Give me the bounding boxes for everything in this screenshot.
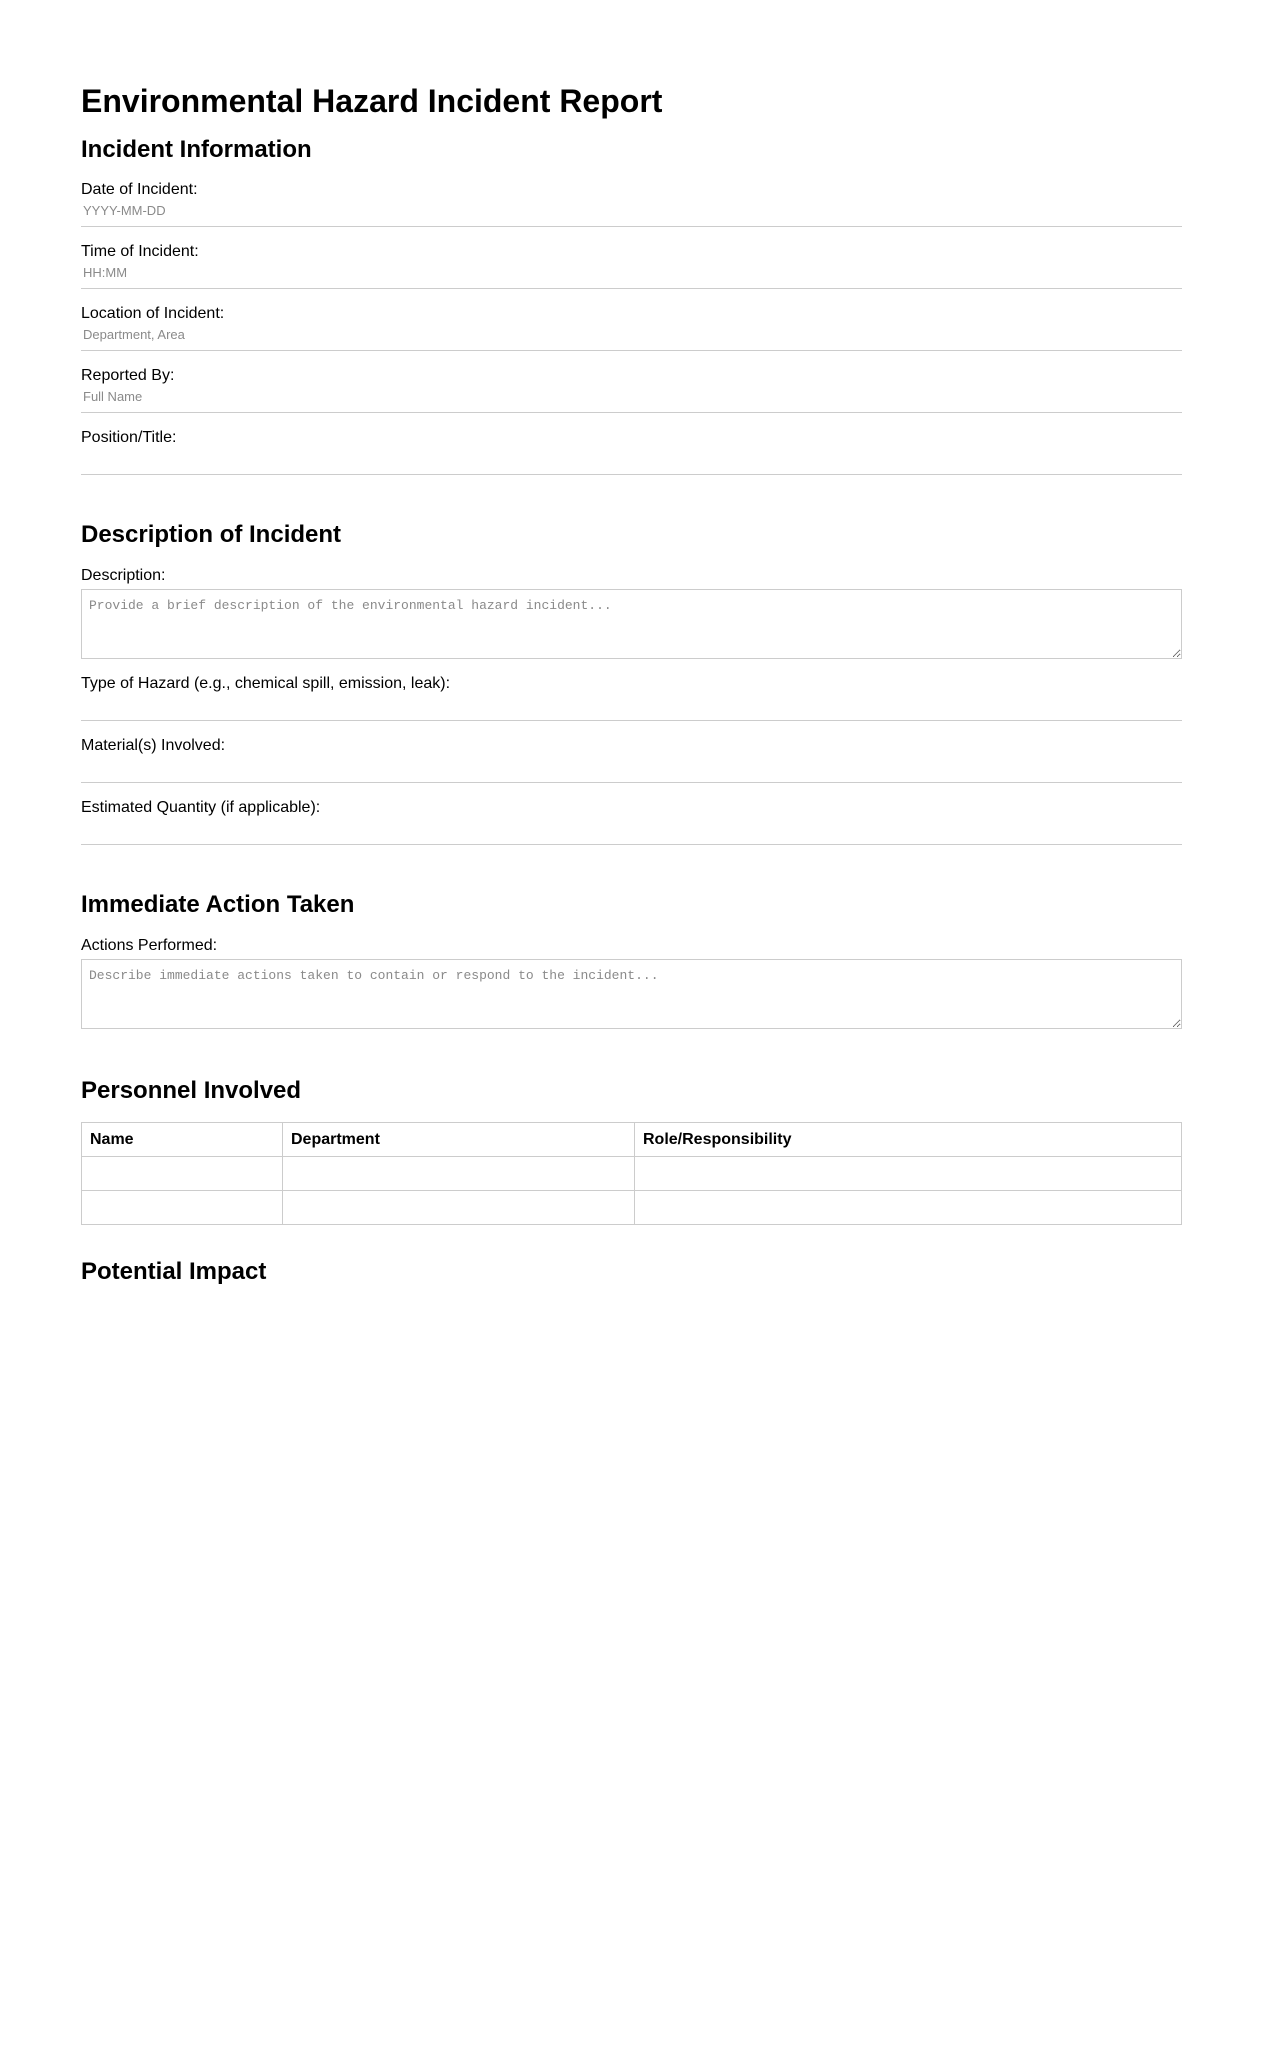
position-title-input[interactable]	[81, 443, 1182, 475]
actions-performed-textarea[interactable]	[81, 959, 1182, 1029]
time-of-incident-input[interactable]	[81, 257, 1182, 289]
description-textarea[interactable]	[81, 589, 1182, 659]
section-heading-potential-impact: Potential Impact	[81, 1258, 267, 1285]
type-of-hazard-label: Type of Hazard (e.g., chemical spill, emission, leak):	[81, 675, 451, 692]
column-header-role: Role/Responsibility	[635, 1123, 1182, 1157]
section-heading-immediate-action: Immediate Action Taken	[81, 891, 355, 918]
reported-by-input[interactable]	[81, 381, 1182, 413]
column-header-department: Department	[283, 1123, 635, 1157]
table-header-row	[82, 1123, 1182, 1157]
page-title: Environmental Hazard Incident Report	[81, 83, 663, 119]
personnel-table	[81, 1122, 1182, 1225]
description-label: Description:	[81, 567, 166, 584]
table-row	[82, 1191, 1182, 1225]
actions-performed-label: Actions Performed:	[81, 937, 218, 954]
position-title-label: Position/Title:	[81, 429, 177, 446]
date-of-incident-input[interactable]	[81, 195, 1182, 227]
personnel-name-cell[interactable]	[82, 1157, 283, 1191]
personnel-role-cell[interactable]	[635, 1157, 1182, 1191]
date-of-incident-label: Date of Incident:	[81, 181, 198, 198]
personnel-department-cell[interactable]	[283, 1157, 635, 1191]
personnel-role-cell[interactable]	[635, 1191, 1182, 1225]
personnel-department-cell[interactable]	[283, 1191, 635, 1225]
section-heading-personnel: Personnel Involved	[81, 1077, 302, 1104]
estimated-quantity-input[interactable]	[81, 813, 1182, 845]
reported-by-label: Reported By:	[81, 367, 175, 384]
section-heading-incident-information: Incident Information	[81, 136, 312, 163]
materials-involved-label: Material(s) Involved:	[81, 737, 226, 754]
location-of-incident-label: Location of Incident:	[81, 305, 225, 322]
section-heading-description: Description of Incident	[81, 521, 342, 548]
estimated-quantity-label: Estimated Quantity (if applicable):	[81, 799, 321, 816]
table-row	[82, 1157, 1182, 1191]
column-header-name: Name	[82, 1123, 283, 1157]
materials-involved-input[interactable]	[81, 751, 1182, 783]
time-of-incident-label: Time of Incident:	[81, 243, 199, 260]
location-of-incident-input[interactable]	[81, 319, 1182, 351]
personnel-name-cell[interactable]	[82, 1191, 283, 1225]
type-of-hazard-input[interactable]	[81, 689, 1182, 721]
